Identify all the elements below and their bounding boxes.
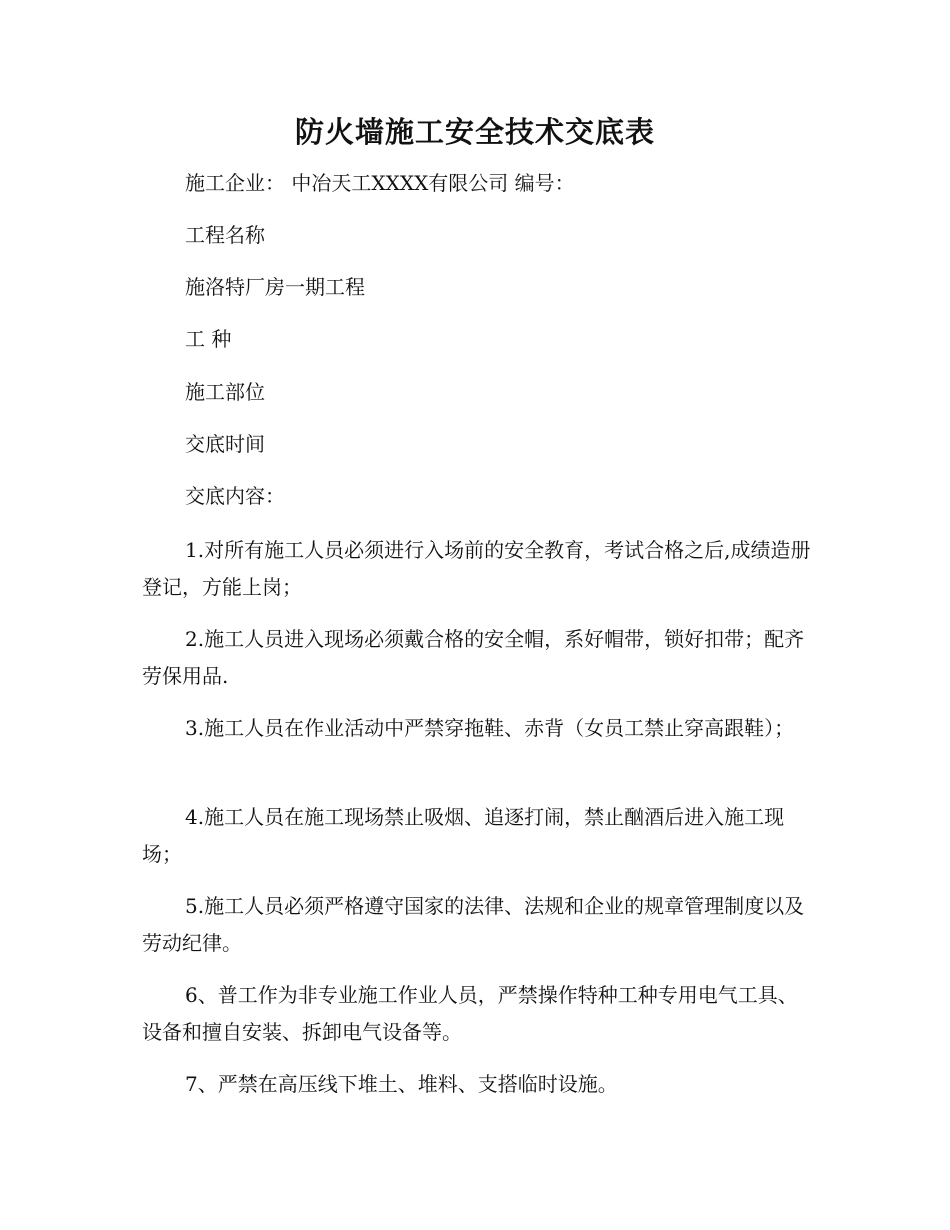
list-item: 6、普工作为非专业施工作业人员，严禁操作特种工种专用电气工具、设备和擅自安装、拆卸电气设备等。 (142, 983, 798, 1044)
list-item: 3.施工人员在作业活动中严禁穿拖鞋、赤背（女员工禁止穿高跟鞋）； (185, 716, 795, 740)
field-project-value: 施洛特厂房一期工程 (185, 275, 365, 299)
list-item: 7、严禁在高压线下堆土、堆料、支搭临时设施。 (185, 1072, 618, 1096)
field-briefing-content: 交底内容： (185, 484, 285, 508)
field-work-type: 工 种 (185, 327, 232, 351)
list-item: 4.施工人员在施工现场禁止吸烟、追逐打闹，禁止酗酒后进入施工现场； (142, 805, 785, 866)
field-project-name: 工程名称 (185, 223, 265, 247)
field-construction-site: 施工部位 (185, 380, 265, 404)
field-construction-company: 施工企业： 中冶天工XXXX有限公司 编号： (185, 171, 575, 195)
document-title: 防火墙施工安全技术交底表 (294, 115, 655, 149)
list-item: 2.施工人员进入现场必须戴合格的安全帽，系好帽带，锁好扣带；配齐劳保用品. (142, 627, 805, 688)
field-briefing-time: 交底时间 (185, 432, 265, 456)
list-item: 5.施工人员必须严格遵守国家的法律、法规和企业的规章管理制度以及劳动纪律。 (142, 894, 805, 955)
list-item: 1.对所有施工人员必须进行入场前的安全教育，考试合格之后,成绩造册登记，方能上岗； (142, 538, 811, 599)
